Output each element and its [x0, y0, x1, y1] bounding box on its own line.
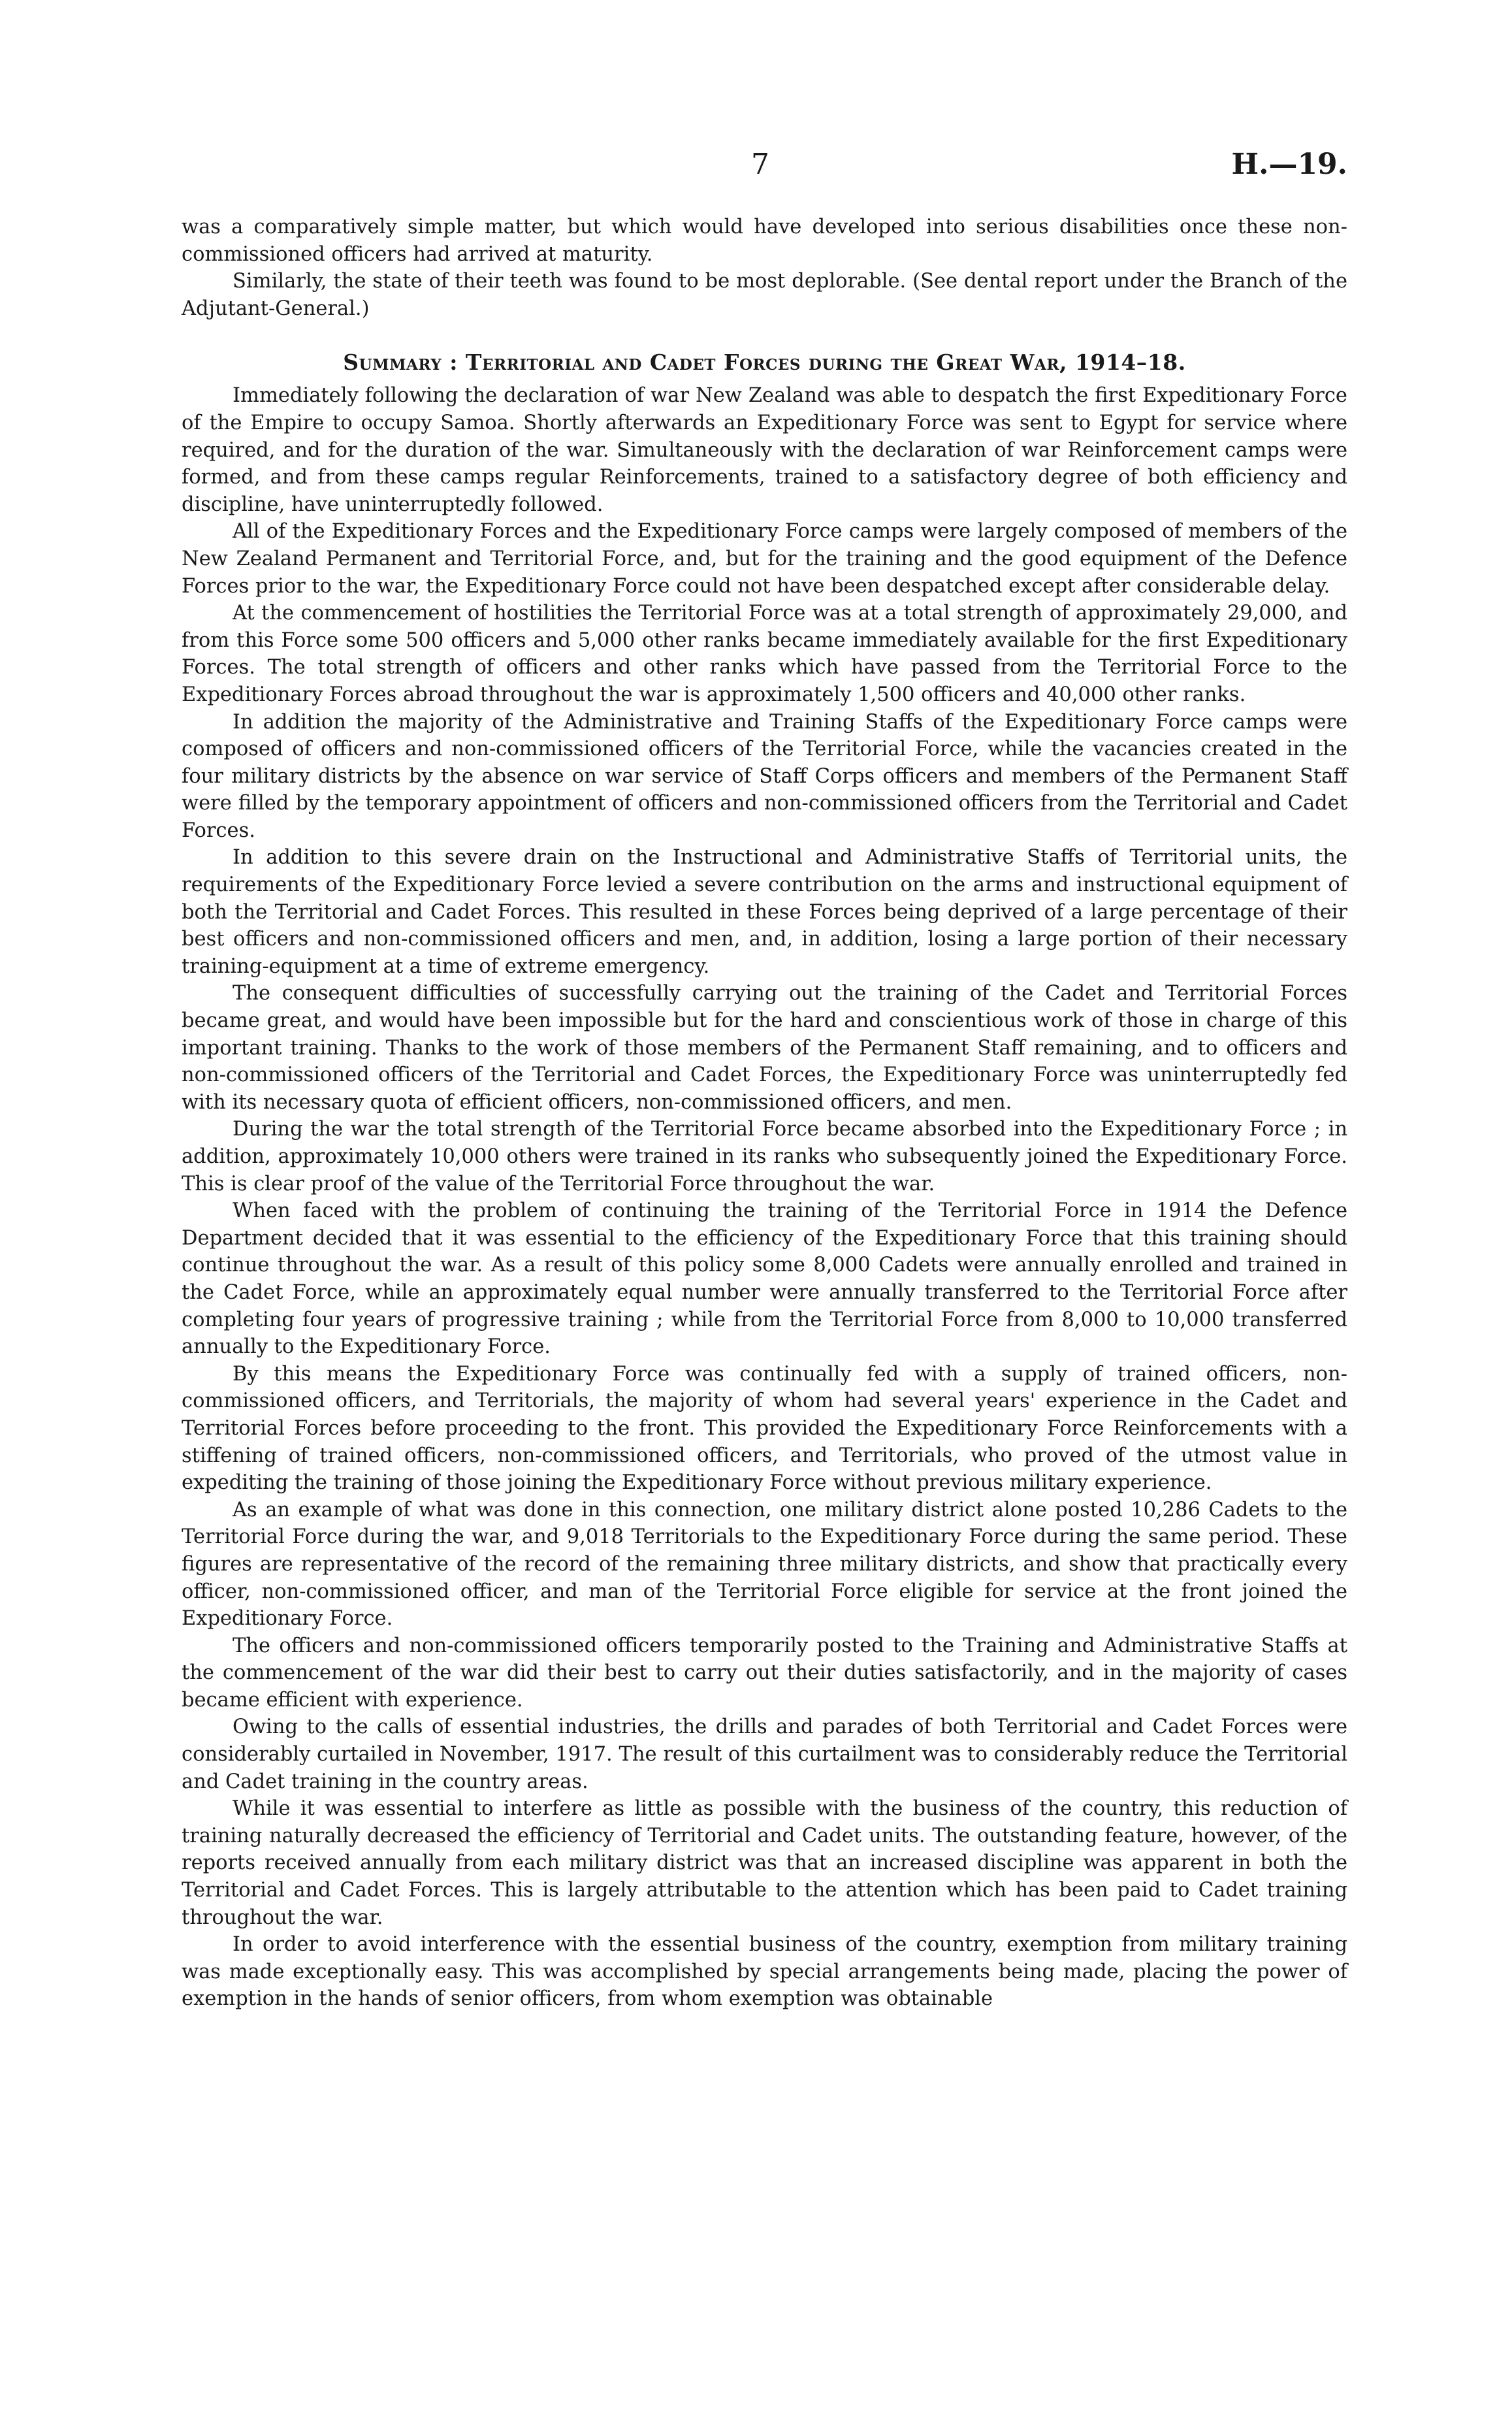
paragraph: In order to avoid interference with the essential business of the country, exemption from military training was made exceptionally easy. This was accomplished by special arrangements being made, placing the power of exemption in the hands of senior officers, from whom exemption was obtainable: [182, 1933, 1347, 2011]
paragraph: When faced with the problem of continuing the training of the Territorial Force in 1914 the Defence Department decided that it was essential to the efficiency of the Expeditionary Force that this training should continue throughout the war. As a result of this policy some 8,000 Cadets were annually enrolled and trained in the Cadet Force, while an approximately equal number were annually transferred to the Territorial Force after completing four years of progressive training ; while from the Territorial Force from 8,000 to 10,000 transferred annually to the Expeditionary Force.: [182, 1199, 1347, 1359]
paragraph-continuation: was a comparatively simple matter, but which would have developed into serious disabilities once these non-commissioned officers had arrived at maturity.: [182, 216, 1347, 266]
paragraph: During the war the total strength of the Territorial Force became absorbed into the Expeditionary Force ; in addition, approximately 10,000 others were trained in its ranks who subsequently joined the Expeditionary Force. This is clear proof of the value of the Territorial Force throughout the war.: [182, 1118, 1347, 1195]
paragraph: In addition to this severe drain on the Instructional and Administrative Staffs of Territorial units, the requirements of the Expeditionary Force levied a severe contribution on the arms and instructional equipment of both the Territorial and Cadet Forces. This resulted in these Forces being deprived of a large percentage of their best officers and non-commissioned officers and men, and, in addition, losing a large portion of their necessary training-equipment at a time of extreme emergency.: [182, 846, 1347, 978]
page-number: 7: [751, 148, 769, 181]
paragraph: As an example of what was done in this connection, one military district alone posted 10,286 Cadets to the Territorial Force during the war, and 9,018 Territorials to the Expeditionary Force during the same period. These figures are representative of the record of the remaining three military districts, and show that practically every officer, non-commissioned officer, and man of the Territorial Force eligible for service at the front joined the Expeditionary Force.: [182, 1498, 1347, 1631]
paragraph: The consequent difficulties of successfully carrying out the training of the Cadet and Territorial Forces became great, and would have been impossible but for the hard and conscientious work of those in charge of this important training. Thanks to the work of those members of the Permanent Staff remaining, and to officers and non-commissioned officers of the Territorial and Cadet Forces, the Expeditionary Force was uninterruptedly fed with its necessary quota of efficient officers, non-commissioned officers, and men.: [182, 982, 1347, 1114]
page-header: [0, 145, 1512, 184]
paragraph: While it was essential to interfere as little as possible with the business of the country, this reduction of training naturally decreased the efficiency of Territorial and Cadet units. The outstanding feature, however, of the reports received annually from each military district was that an increased discipline was apparent in both the Territorial and Cadet Forces. This is largely attributable to the attention which has been paid to Cadet training throughout the war.: [182, 1797, 1347, 1929]
paragraph: In addition the majority of the Administrative and Training Staffs of the Expeditionary Force camps were composed of officers and non-commissioned officers of the Territorial Force, while the vacancies created in the four military districts by the absence on war service of Staff Corps officers and members of the Permanent Staff were filled by the temporary appointment of officers and non-commissioned officers from the Territorial and Cadet Forces.: [182, 710, 1347, 842]
paragraph: Owing to the calls of essential industries, the drills and parades of both Territorial and Cadet Forces were considerably curtailed in November, 1917. The result of this curtailment was to considerably reduce the Territorial and Cadet training in the country areas.: [182, 1716, 1347, 1793]
document-reference: H.—19.: [1231, 148, 1347, 181]
paragraph: At the commencement of hostilities the Territorial Force was at a total strength of approximately 29,000, and from this Force some 500 officers and 5,000 other ranks became immediately available for the first Expeditionary Forces. The total strength of officers and other ranks which have passed from the Territorial Force to the Expeditionary Forces abroad throughout the war is approximately 1,500 officers and 40,000 other ranks.: [182, 602, 1347, 706]
paragraph: All of the Expeditionary Forces and the Expeditionary Force camps were largely composed of members of the New Zealand Permanent and Territorial Force, and, but for the training and the good equipment of the Defence Forces prior to the war, the Expeditionary Force could not have been despatched except after considerable delay.: [182, 520, 1347, 598]
paragraph: Immediately following the declaration of war New Zealand was able to despatch the first Expeditionary Force of the Empire to occupy Samoa. Shortly afterwards an Expeditionary Force was sent to Egypt for service where required, and for the duration of the war. Simultaneously with the declaration of war Reinforcement camps were formed, and from these camps regular Reinforcements, trained to a satisfactory degree of both efficiency and discipline, have uninterruptedly followed.: [182, 384, 1347, 516]
page-body: [182, 214, 1347, 2013]
section-heading: Summary : Territorial and Cadet Forces during the Great War, 1914–18.: [343, 350, 1186, 376]
paragraph: By this means the Expeditionary Force was continually fed with a supply of trained officers, non-commissioned officers, and Territorials, the majority of whom had several years' experience in the Cadet and Territorial Forces before proceeding to the front. This provided the Expeditionary Force Reinforcements with a stiffening of trained officers, non-commissioned officers, and Territorials, who proved of the utmost value in expediting the training of those joining the Expeditionary Force without previous military experience.: [182, 1362, 1347, 1495]
paragraph: The officers and non-commissioned officers temporarily posted to the Training and Administrative Staffs at the commencement of the war did their best to carry out their duties satisfactorily, and in the majority of cases became efficient with experience.: [182, 1634, 1347, 1712]
paragraph-teeth: Similarly, the state of their teeth was found to be most deplorable. (See dental report under the Branch of the Adjutant-General.): [182, 270, 1347, 320]
